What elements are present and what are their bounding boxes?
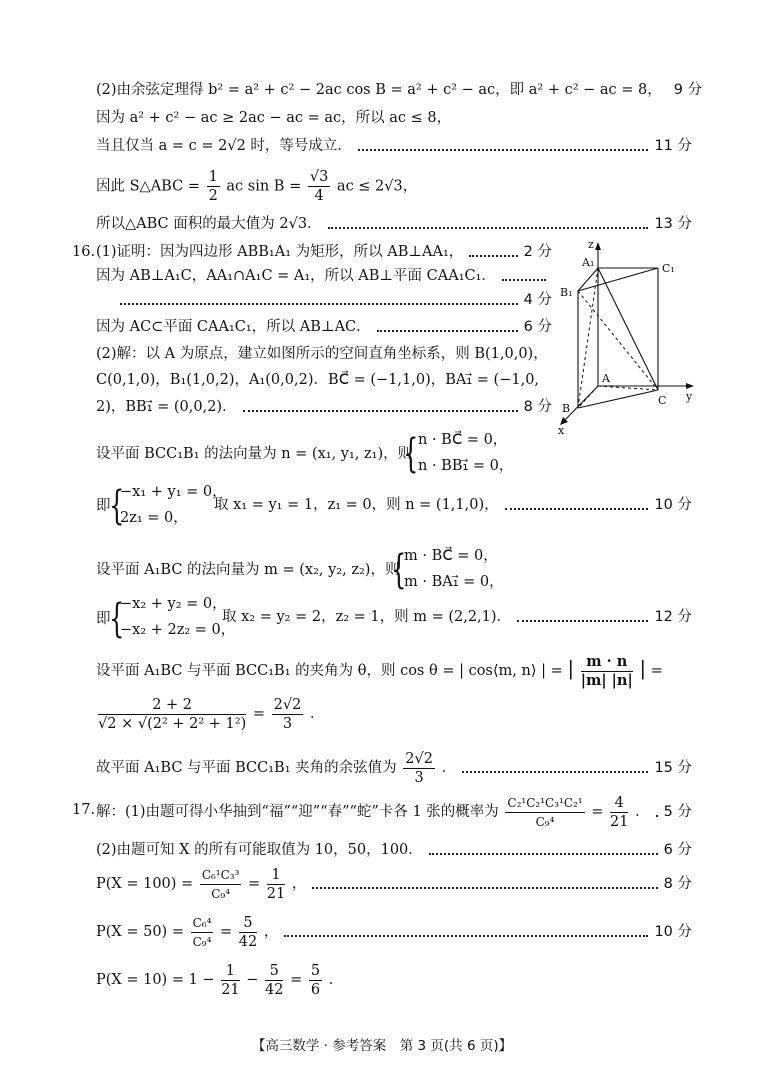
edge-b1-c xyxy=(578,291,658,390)
leader-dots xyxy=(328,227,649,229)
q17-text: (2)由题可知 X 的所有可能取值为 10，50，100． xyxy=(96,842,423,858)
fraction: $\frac{\text{C₆¹C₃³}}{\text{C₉⁴}}$ xyxy=(201,867,240,901)
q16-line-7 xyxy=(96,397,552,417)
q16-system-m-lead: 即 xyxy=(96,611,111,627)
fraction: $\frac{\text{C₂¹C₂¹C₃¹C₂¹}}{\text{C₉⁴}}$ xyxy=(507,795,583,829)
score-points: 11 分 xyxy=(654,138,692,154)
figure-label-c1: C₁ xyxy=(662,262,675,275)
q16-line-6: C(0,1,0)，B₁(1,0,2)，A₁(0,0,2)．BC⃗ = (−1,1,0)，BA₁⃗ = (−1,0, xyxy=(96,372,540,388)
q16-text: 设平面 A₁BC 的法向量为 m = (x₂, y₂, z₂)，则 xyxy=(96,562,400,578)
fraction: $\frac{1}{21}$ xyxy=(221,962,240,998)
score-points: 6 分 xyxy=(663,842,692,858)
system-eq: −x₁ + y₁ = 0， xyxy=(120,484,227,500)
score-points: 12 分 xyxy=(654,609,692,625)
figure-label-c: C xyxy=(658,394,667,407)
system-eq: n · BB₁⃗ = 0， xyxy=(418,458,514,474)
score-points: 2 分 xyxy=(523,244,552,260)
leader-dots xyxy=(462,771,648,773)
figure-label-z: z xyxy=(588,238,594,251)
system-eq: m · BC⃗ = 0， xyxy=(404,548,498,564)
score-points: 9 分 xyxy=(673,82,703,98)
q16-angle: 设平面 A₁BC 与平面 BCC₁B₁ 的夹角为 θ，则 cos θ = | cos⟨m, n⟩ | = | $\frac{m \cdot n}{|m| |n|}$ | = xyxy=(96,652,663,689)
fraction: $\frac{2√2}{3}$ xyxy=(273,696,302,732)
edge-a1-b xyxy=(578,268,598,408)
fraction: $\frac{5}{42}$ xyxy=(238,914,258,950)
edge-b1-c1 xyxy=(578,268,658,291)
leader-dots xyxy=(502,279,546,281)
q16-line-5: (2)解：以 A 为原点，建立如图所示的空间直角坐标系，则 B(1,0,0)， xyxy=(96,346,548,362)
q15-line-2: 因为 a² + c² − ac ≥ 2ac − ac = ac，所以 ac ≤ 8， xyxy=(96,110,452,126)
q16-text: = xyxy=(650,663,663,679)
fraction: $\frac{2√2}{3}$ xyxy=(405,750,433,786)
q16-text: ． xyxy=(309,706,325,722)
page-footer: 【高三数学 · 参考答案 第 3 页(共 6 页)】 xyxy=(251,1038,513,1054)
leader-dots xyxy=(469,255,517,257)
leader-dots xyxy=(517,620,648,622)
figure-label-x: x xyxy=(558,424,565,436)
score-points: 8 分 xyxy=(663,876,692,892)
q16-text: 设平面 A₁BC 与平面 BCC₁B₁ 的夹角为 θ，则 cos θ = | cos⟨m, n⟩ | = xyxy=(96,663,563,679)
q15-text: 当且仅当 a = c = 2√2 时，等号成立． xyxy=(96,138,352,154)
q16-text: (1)证明：因为四边形 ABB₁A₁ 为矩形，所以 AB⊥AA₁， xyxy=(96,244,464,260)
edge-a-c xyxy=(598,386,658,390)
fraction: $\frac{\text{C₆⁴}}{\text{C₉⁴}}$ xyxy=(192,915,212,949)
brace: { xyxy=(403,431,419,477)
brace: { xyxy=(109,483,125,529)
q15-line-1 xyxy=(96,80,703,100)
edge-b-c xyxy=(578,390,658,408)
q16-text: 因为 AB⊥A₁C，AA₁∩A₁C = A₁，所以 AB⊥平面 CAA₁C₁． xyxy=(96,268,496,284)
q16-normal-n xyxy=(96,436,412,472)
prism-figure xyxy=(554,236,704,436)
fraction: $\frac{5}{6}$ xyxy=(310,962,321,998)
q15-text: 所以△ABC 面积的最大值为 2√3． xyxy=(96,216,322,232)
fraction: $\frac{√3}{4}$ xyxy=(309,169,329,204)
score-points: 5 分 xyxy=(663,804,692,820)
question-number: 16. xyxy=(72,244,96,260)
q16-line-1 xyxy=(96,242,552,262)
q15-text: ac ≤ 2√3， xyxy=(336,178,418,195)
score-points: 13 分 xyxy=(654,216,692,232)
system-eq: −x₂ + y₂ = 0， xyxy=(120,596,227,612)
figure-label-a: A xyxy=(602,372,610,385)
q15-line-5 xyxy=(96,214,692,234)
leader-dots xyxy=(358,149,649,151)
q15-line-3 xyxy=(96,136,692,156)
q16-system-n-lead: 即 xyxy=(96,498,111,514)
q16-text: = xyxy=(252,706,266,722)
figure-label-b: B xyxy=(562,402,571,415)
arrow-z xyxy=(595,242,601,250)
score-points: 6 分 xyxy=(523,319,552,335)
fraction: $\frac{1}{21}$ xyxy=(266,866,286,902)
brace: { xyxy=(391,547,407,593)
score-points: 10 分 xyxy=(654,497,692,513)
system-eq: 2z₁ = 0， xyxy=(120,510,188,526)
q16-take-m xyxy=(222,607,692,627)
q16-normal-m xyxy=(96,552,399,588)
figure-label-y: y xyxy=(686,390,693,403)
q16-line-2 xyxy=(96,266,552,286)
system-eq: n · BC⃗ = 0， xyxy=(418,432,508,448)
q16-text: 故平面 A₁BC 与平面 BCC₁B₁ 夹角的余弦值为 $\frac{2√2}{3}$ ． xyxy=(96,750,457,786)
q17-text: P(X = 50) = $\frac{\text{C₆⁴}}{\text{C₉⁴}}$ = $\frac{5}{42}$ ， xyxy=(96,914,279,950)
leader-dots xyxy=(284,935,648,937)
q16-result xyxy=(96,692,324,736)
q15-text: 因此 S△ABC = xyxy=(96,178,200,195)
q17-text: 解：(1)由题可得小华抽到“福”“迎”“春”“蛇”卡各 1 张的概率为 $\frac{\text{C₂¹C₂¹C₃¹C₂¹}}{\text{C₉⁴}}$ = $\frac{4}{21}$ ． xyxy=(96,794,650,830)
fraction: $\frac{2 + 2}{\text{√2 × √(2² + 2² + 1²)}}$ xyxy=(98,696,247,732)
q17-text: P(X = 100) = $\frac{\text{C₆¹C₃³}}{\text{C₉⁴}}$ = $\frac{1}{21}$ ， xyxy=(96,866,307,902)
q16-line-4 xyxy=(96,317,552,337)
q16-text: 取 x₁ = y₁ = 1，z₁ = 0，则 n = (1,1,0)， xyxy=(214,497,499,513)
q16-line-3 xyxy=(96,290,552,310)
q17-line-5: P(X = 10) = 1 − $\frac{1}{21}$ − $\frac{5}{42}$ = $\frac{5}{6}$ ． xyxy=(96,962,344,998)
q15-text: (2)由余弦定理得 b² = a² + c² − 2ac cos B = a² + c² − ac，即 a² + c² − ac = 8， xyxy=(96,82,662,98)
leader-dots xyxy=(505,508,649,510)
fraction: $\frac{m \cdot n}{|m| |n|}$ xyxy=(580,652,633,689)
q16-text: 设平面 BCC₁B₁ 的法向量为 n = (x₁, y₁, z₁)，则 xyxy=(96,446,413,462)
fraction: $\frac{5}{42}$ xyxy=(265,962,284,998)
q16-text: 取 x₂ = y₂ = 2，z₂ = 1，则 m = (2,2,1)． xyxy=(222,609,512,625)
q15-line-4 xyxy=(96,168,417,205)
q16-text: 因为 AC⊂平面 CAA₁C₁，所以 AB⊥AC． xyxy=(96,319,371,335)
fraction: $\frac{4}{21}$ xyxy=(610,794,629,830)
system-eq: −x₂ + 2z₂ = 0， xyxy=(120,622,236,638)
figure-label-b1: B₁ xyxy=(560,286,573,299)
leader-dots xyxy=(243,410,518,412)
score-points: 4 分 xyxy=(523,292,552,308)
score-points: 10 分 xyxy=(654,924,692,940)
leader-dots xyxy=(429,853,658,855)
leader-dots xyxy=(377,330,518,332)
score-points: 15 分 xyxy=(654,760,692,776)
arrow-y xyxy=(686,383,694,389)
figure-label-a1: A₁ xyxy=(582,256,595,269)
q17-line-3 xyxy=(96,864,692,904)
leader-dots xyxy=(656,815,658,817)
q16-text: 2)，BB₁⃗ = (0,0,2)． xyxy=(96,399,237,415)
fraction: $\frac{1}{2}$ xyxy=(208,169,218,204)
q16-final xyxy=(96,748,692,788)
q17-line-2 xyxy=(96,840,692,860)
q16-take-n xyxy=(214,495,692,515)
brace: { xyxy=(109,596,125,642)
q17-line-1 xyxy=(96,792,692,832)
q15-text: ac sin B = xyxy=(226,178,302,195)
system-eq: m · BA₁⃗ = 0， xyxy=(404,574,504,590)
question-number: 17. xyxy=(72,802,96,818)
leader-dots xyxy=(120,303,518,305)
leader-dots xyxy=(312,887,657,889)
score-points: 8 分 xyxy=(523,399,552,415)
q17-line-4 xyxy=(96,912,692,952)
